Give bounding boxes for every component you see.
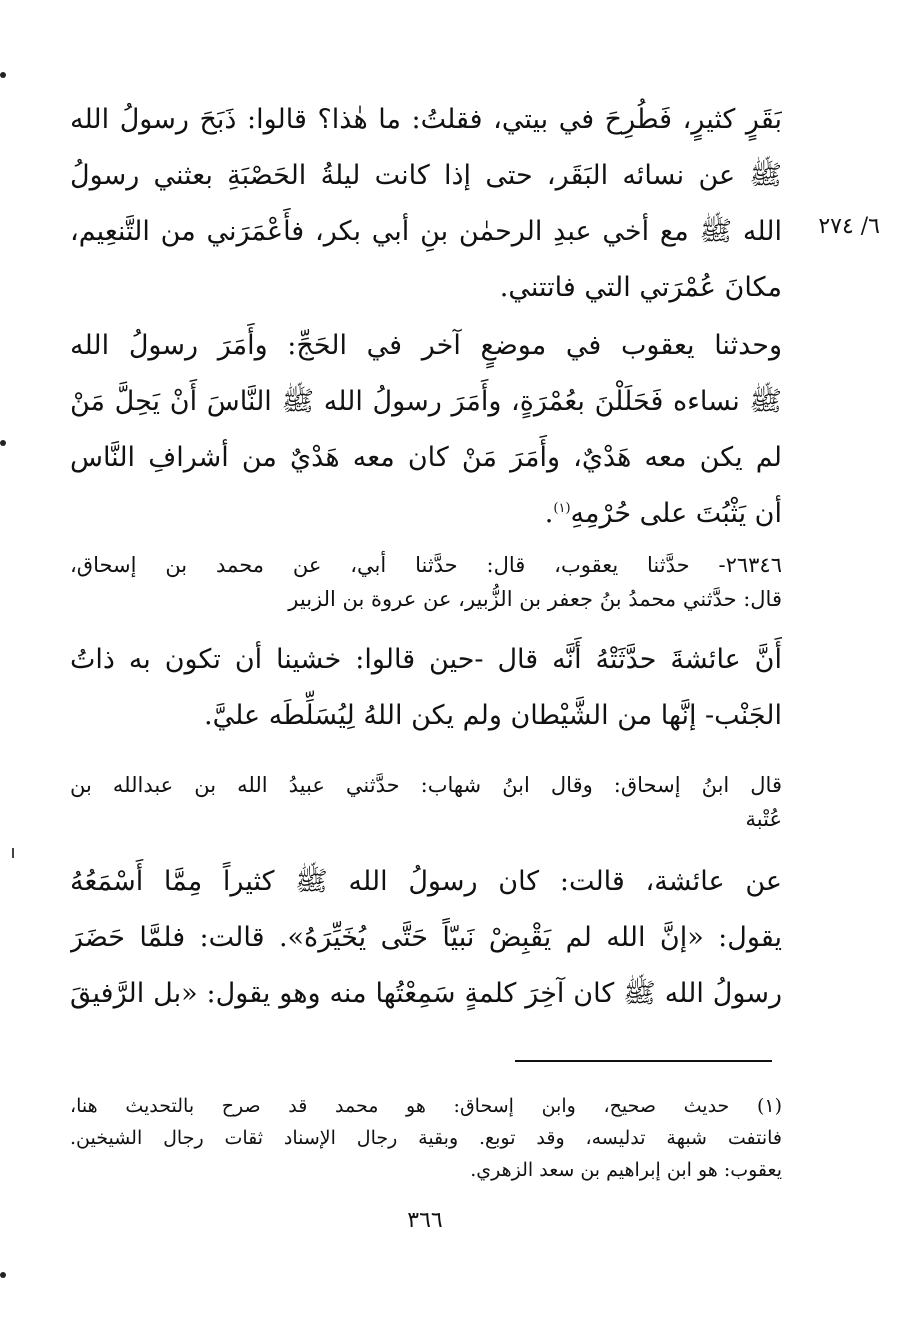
text-line: وحدثنا يعقوب في موضعٍ آخر في الحَجِّ: وأَمَرَ رسولُ الله <box>70 330 782 361</box>
text-line: قال: حدَّثني محمدُ بنُ جعفر بن الزُّبير، عن عروة بن الزبير <box>288 587 782 611</box>
paragraph-hadith-continuation <box>70 92 782 316</box>
text-line: فانتفت شبهة تدليسه، وقد توبع. وبقية رجال الإسناد ثقات رجال الشيخين. <box>70 1127 782 1149</box>
binding-mark <box>12 848 14 858</box>
text-line: (١) حديث صحيح، وابن إسحاق: هو محمد قد صرح بالتحديث هنا، <box>70 1095 782 1117</box>
text-line: ﷺ نساءه فَحَلَلْنَ بعُمْرَةٍ، وأَمَرَ رسولُ الله ﷺ النَّاسَ أَنْ يَحِلَّ مَنْ <box>70 386 782 417</box>
text-line <box>70 486 782 542</box>
paragraph-aisha-dhat-al-janb <box>70 632 782 744</box>
text-fragment: . <box>544 498 554 529</box>
footnote-1 <box>70 1090 782 1186</box>
text-line: ﷺ عن نسائه البَقَر، حتى إذا كانت ليلةُ الحَصْبَةِ بعثني رسولُ <box>70 160 782 191</box>
margin-volume-page-ref: ٦/ ٢٧٤ <box>818 214 880 239</box>
binding-dot <box>0 1272 6 1278</box>
text-line: لم يكن معه هَدْيٌ، وأَمَرَ مَنْ كان معه هَدْيٌ من أشرافِ النَّاس <box>70 442 782 473</box>
footnote-separator <box>515 1060 772 1062</box>
isnad-ibn-ishaq <box>70 768 782 836</box>
paragraph-yaqub-narration <box>70 318 782 542</box>
text-line: يعقوب: هو ابن إبراهيم بن سعد الزهري. <box>470 1159 782 1181</box>
page-number: ٣٦٦ <box>407 1208 443 1233</box>
text-line: رسولُ الله ﷺ كان آخِرَ كلمةٍ سَمِعْتُها منه وهو يقول: «بل الرَّفيقَ <box>70 978 782 1009</box>
footnote-reference[interactable]: (١) <box>553 501 571 516</box>
text-line: الله ﷺ مع أخي عبدِ الرحمٰن بنِ أبي بكر، فأَعْمَرَني من التَّنعِيم، <box>70 216 782 247</box>
text-line: الجَنْب- إنَّها من الشَّيْطان ولم يكن اللهُ لِيُسَلِّطَه عليَّ. <box>204 700 782 731</box>
text-line: مكانَ عُمْرَتي التي فاتتني. <box>499 272 782 303</box>
text-line: قال ابنُ إسحاق: وقال ابنُ شهاب: حدَّثني عبيدُ الله بن عبدالله بن <box>70 773 782 797</box>
paragraph-aisha-last-word <box>70 854 782 1022</box>
binding-dot <box>0 440 6 446</box>
text-line: عُتْبة <box>745 807 782 831</box>
isnad-26346 <box>70 548 782 616</box>
text-line: يقول: «إنَّ الله لم يَقْبِضْ نَبيّاً حَتَّى يُخَيِّرَهُ». قالت: فلمَّا حَضَرَ <box>70 922 782 953</box>
text-fragment: أن يَثْبُتَ على حُرْمِهِ <box>570 498 782 529</box>
text-line: بَقَرٍ كثيرٍ، فَطُرِحَ في بيتي، فقلتُ: ما هٰذا؟ قالوا: ذَبَحَ رسولُ الله <box>70 104 782 135</box>
text-line: ٢٦٣٤٦- حدَّثنا يعقوب، قال: حدَّثنا أبي، عن محمد بن إسحاق، <box>70 553 782 577</box>
binding-dot <box>0 72 6 78</box>
text-line: أَنَّ عائشةَ حدَّثَتْهُ أَنَّه قال -حين قالوا: خشينا أن تكون به ذاتُ <box>70 644 782 675</box>
text-line: عن عائشة، قالت: كان رسولُ الله ﷺ كثيراً مِمَّا أَسْمَعُهُ <box>70 866 782 897</box>
